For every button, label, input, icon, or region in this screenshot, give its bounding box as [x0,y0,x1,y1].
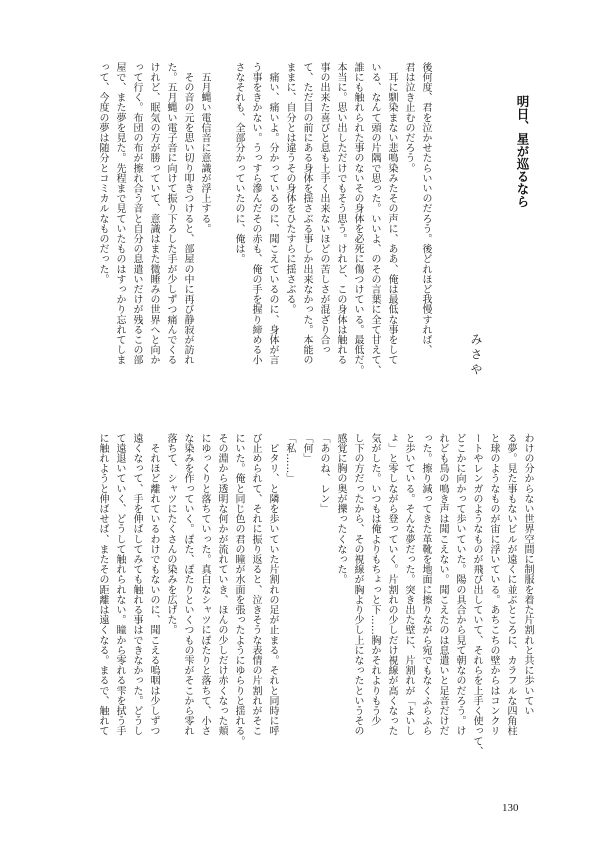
text-line: 君は泣き止むのだろう。 [403,62,414,174]
text-line: それほど離れているわけでもないのに、聞こえる嗚咽は少しずつ [148,433,159,736]
page-number: 130 [502,802,519,814]
text-line: にいた。俺と同じ色の君の瞳が水面を張ったようにゆらりと揺れる。 [233,433,244,747]
text-line: にゆっくりと落ちていった。真白なシャツにぽたりと落ちて、小さ [199,433,210,736]
text-line: て、ただ目の前にある身体を揺さぶる事しか出来なかった。本能の [301,62,312,365]
text-line: 耳に馴染まない悲鳴染みたその声に、ああ、俺は最低な事をして [386,62,397,365]
text-line: った。擦り減ってきた革靴を地面に擦りながら宛でもなくふらふら [420,433,431,736]
text-line: 本当に。思い出しただけでもそう思う。けれど、この身体は触れる [335,62,346,365]
text-line: れども鳥の鳴き声は聞こえない。聞こえたのは息遣いと足音だけだ [437,433,448,736]
text-line: ょ」と零しながら登っていく。片割れの少しだけ視線が高くなった [386,433,397,736]
text-line: いる、なんて頭の片隅で思った。いいよ、のその言葉に全て甘えて、 [369,62,380,376]
text-line: ートやレンガのようなものが飛び出していて、それらを上手く使って、 [471,433,482,757]
text-line: 事の出来た喜びと息も上手く出来ないほどの苦しさが混ざり合っ [318,62,329,355]
text-line: た。五月蝿い電子音に向けて振り下ろした手が少しずつ痛んでくる [165,62,176,365]
text-line: 誰にも触れられた事のないその身体を必死に傷つけている。最低だ。 [352,62,363,376]
text-line: て遠退いていく、どうして触れられない。瞳から零れる雫を拭う手 [114,433,125,736]
text-line: と球のようなものが宙に浮いている。あちこちの壁からはコンクリ [488,433,499,736]
text-line: その音の元を思い切り叩きつけると、部屋の中に再び静寂が訪れ [182,62,193,365]
text-line: と歩いている。そんな夢だった。突き出た壁に、片割れが「よいし [403,433,414,736]
text-line: し下の方だったから、その視線が胸より少し上になったというその [352,433,363,736]
text-line: 屋で、また夢を見た。先程まで見ていたものはすっかり忘れてしま [114,62,125,365]
text-line: けれど、眠気の方が勝っていて、意識はまた微睡みの世界へと向か [148,62,159,365]
text-line: な染みを作っていく。ぽた、ぽたりといくつもの雫がそこから零れ [182,433,193,736]
text-line: う事をきかない。うっすら滲んだその赤も、俺の手を握り締める小 [250,62,261,365]
text-line: ままに、自分とは違うその身体をひたすらに揺さぶる。 [284,62,295,315]
story-title: 明日、星が巡るなら [515,95,530,208]
text-line: って、今度の夢は随分とコミカルなものだった。 [97,62,108,285]
text-line: 落ちて、シャツにたくさんの染みを広げた。 [165,433,176,635]
text-line: 後何度、君を泣かせたらいいのだろう。後どれほど我慢すれば、 [420,62,431,355]
text-line: び止められて、それに振り返ると、泣きそうな表情の片割れがそこ [250,433,261,736]
text-line: 五月蝿い電信音に意識が浮上する。 [199,62,210,234]
lower-text-block [94,433,536,755]
text-line: ピタリ、と隣を歩いていた片割れの足が止まる。それと同時に呼 [267,433,278,736]
text-line: その淵から透明な何かが流れていき、ほんの少しだけ赤くなった頬 [216,433,227,736]
text-line: 感覚に胸の奥が擽ったくなった。 [335,433,346,585]
text-line: に触れようと伸ばせば、またその距離は遠くなる。まるで、触れて [97,433,108,736]
author-name: みさや [469,333,483,378]
dialogue-line: 「何」 [301,433,312,464]
dialogue-line: 「私……」 [284,433,295,484]
text-line: さなそれも、全部分かっていたのに、俺は。 [233,62,244,264]
upper-text-block [94,62,434,392]
text-line: わけの分からない世界空間に制服を着た片割れと共に歩いてい [522,433,533,716]
text-line: る夢。見た事もないビルが遠くに並ぶところに、カラフルな四角柱 [505,433,516,736]
text-line: どこかに向かって歩いていた。陽の具合から見て朝なのだろう。け [454,433,465,736]
text-line: 遠くなって、手を伸ばしてみても触れる事はできなかった。どうし [131,433,142,736]
text-line: 痛い、痛いよ。分かっているのに、聞こえているのに、身体が言 [267,62,278,365]
text-line: 気がした。いつもは俺よりもちょっと下……胸かそれよりもう少 [369,433,380,726]
scene-break [213,62,230,392]
dialogue-line: 「あのね、レン」 [318,433,329,514]
text-line: って行く。布団の布が擦れ合う音と自分の息遣いだけが残るこの部 [131,62,142,365]
